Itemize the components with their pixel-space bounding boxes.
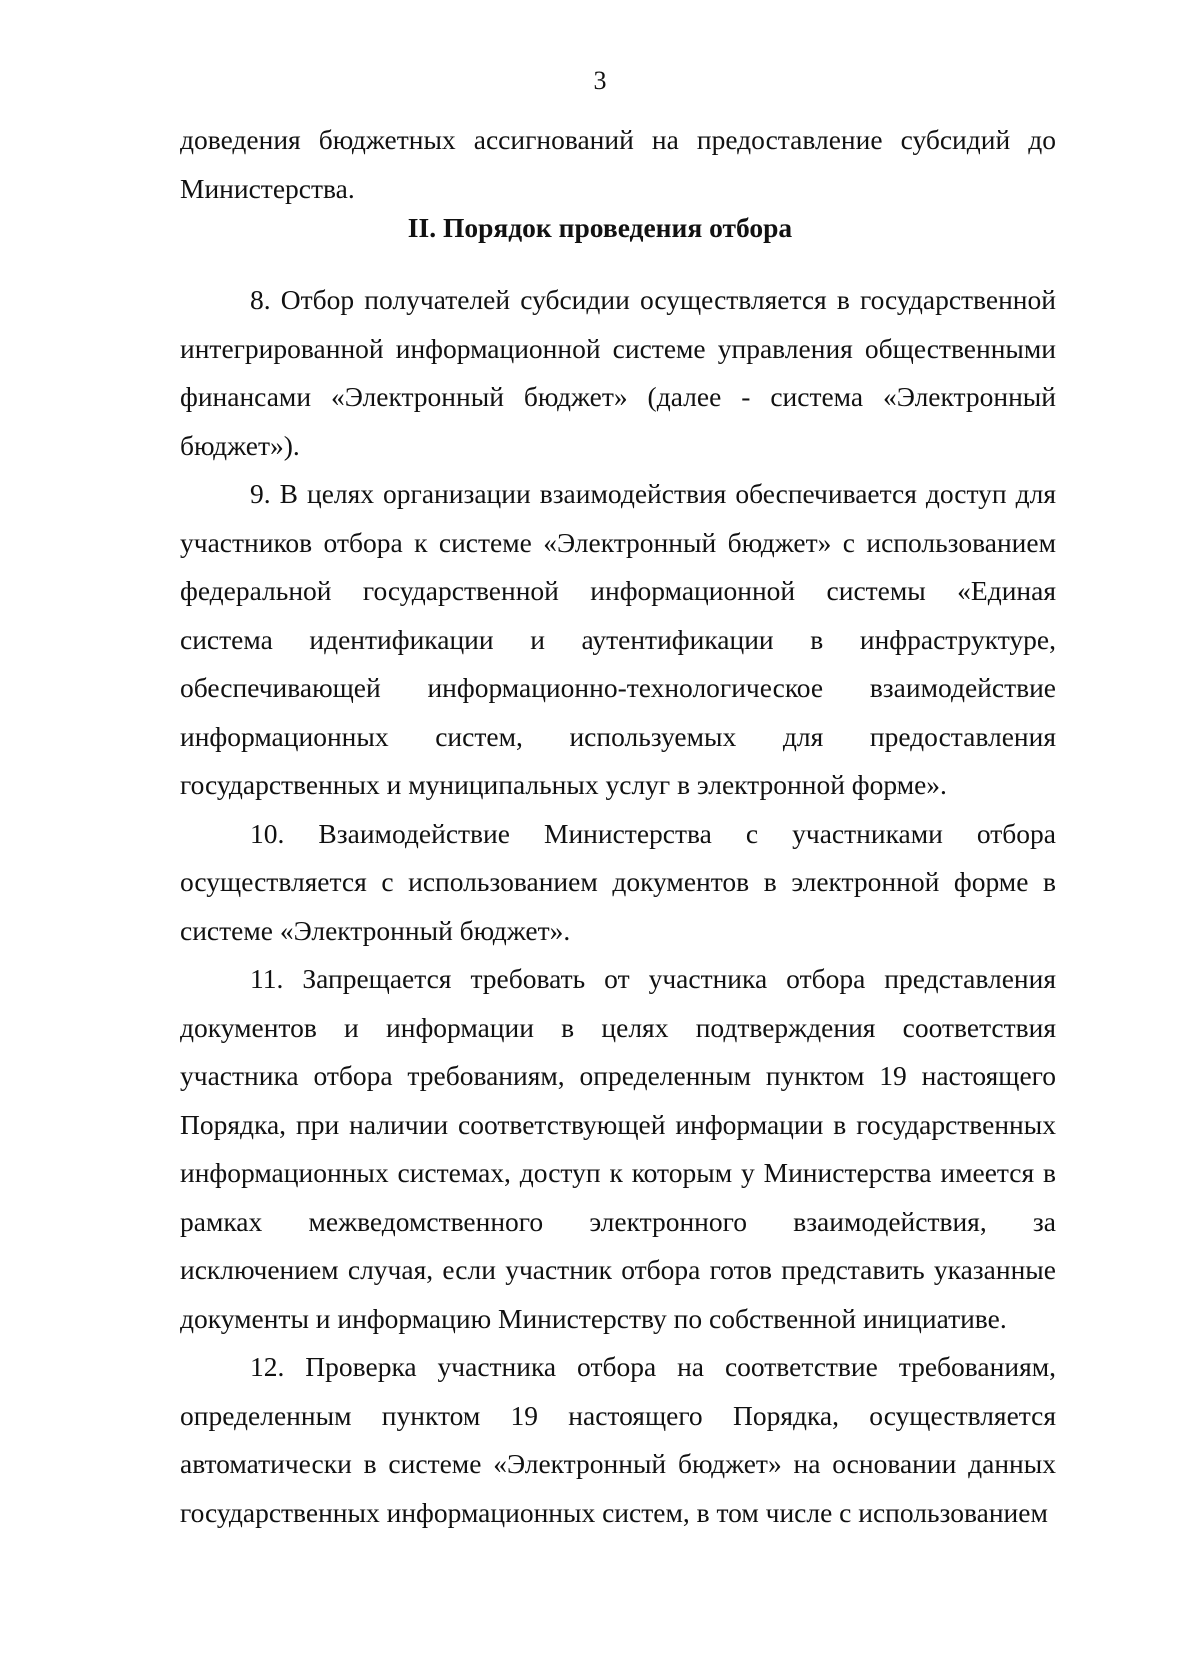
section-heading: II. Порядок проведения отбора bbox=[407, 212, 793, 243]
paragraph-9: 9. В целях организации взаимодействия обеспечивается доступ для участников отбора к системе «Электронный бюджет» с использованием федеральной государственной информационной системы «Единая система идентификации и аутентификации в инфраструктуре, обеспечивающей информационно-технологическое взаимодействие информационных систем, используемых для предоставления государственных и муниципальных услуг в электронной форме». bbox=[180, 478, 1056, 800]
paragraph-12: 12. Проверка участника отбора на соответствие требованиям, определенным пунктом 19 настоящего Порядка, осуществляется автоматически в системе «Электронный бюджет» на основании данных государственных информационных систем, в том числе с использованием bbox=[180, 1351, 1056, 1528]
intro-paragraph: доведения бюджетных ассигнований на предоставление субсидий до Министерства. bbox=[180, 124, 1056, 204]
page-number: 3 bbox=[593, 66, 607, 95]
paragraph-8: 8. Отбор получателей субсидии осуществляется в государственной интегрированной информационной системе управления общественными финансами «Электронный бюджет» (далее - система «Электронный бюджет»). bbox=[180, 284, 1056, 461]
body-text bbox=[180, 276, 1056, 1537]
paragraph-10: 10. Взаимодействие Министерства с участниками отбора осуществляется с использованием документов в электронной форме в системе «Электронный бюджет». bbox=[180, 817, 1056, 946]
intro-block bbox=[180, 116, 1056, 213]
paragraph-11: 11. Запрещается требовать от участника отбора представления документов и информации в целях подтверждения соответствия участника отбора требованиям, определенным пунктом 19 настоящего Порядка, при наличии соответствующей информации в государственных информационных системах, доступ к которым у Министерства имеется в рамках межведомственного электронного взаимодействия, за исключением случая, если участник отбора готов представить указанные документы и информацию Министерству по собственной инициативе. bbox=[180, 963, 1056, 1334]
